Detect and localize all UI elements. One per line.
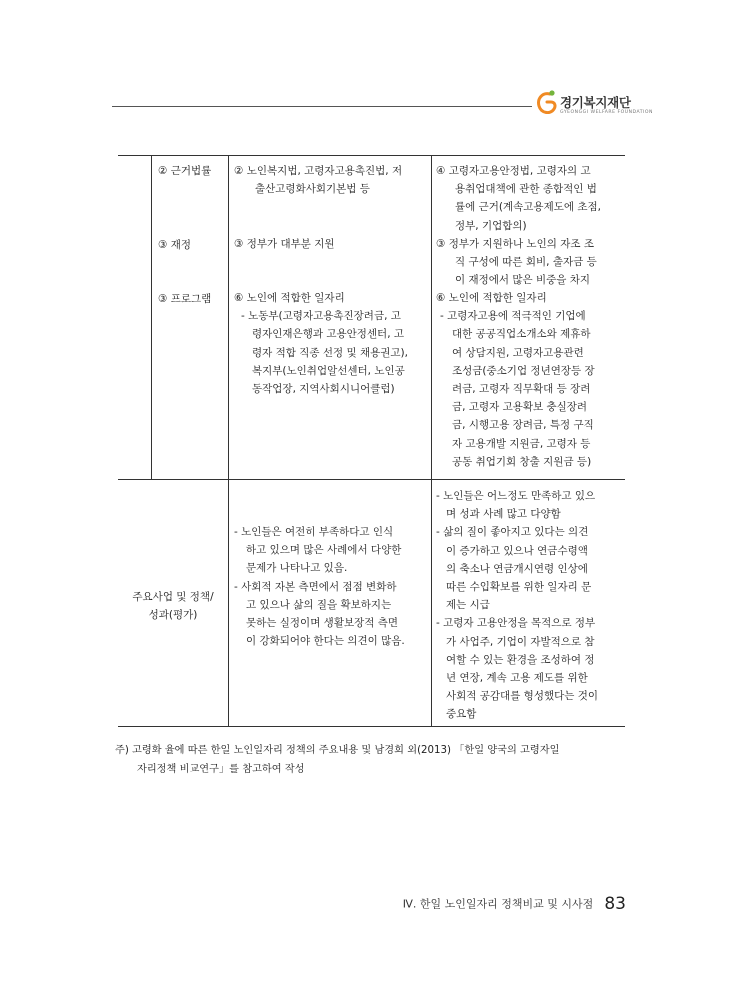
korea-policy-cell: - 노인들은 여전히 부족하다고 인식 하고 있으며 많은 사례에서 다양한 문제가 나타나고 있음. - 사회적 자본 측면에서 점점 변화하 고 있으나 삶의 질을 확보하지는 못하는 실정이며 생활보장적 측면 이 강화되어야 한다는 의견이 많음. [234,526,405,648]
logo-subtitle: GYEONGGI WELFARE FOUNDATION [560,110,653,115]
row-label-program: ③ 프로그램 [158,293,212,305]
row-label-basis: ② 근거법률 [158,165,212,177]
japan-basis-cell: ④ 고령자고용안정법, 고령자의 고 용취업대책에 관한 종합적인 법 률에 근거(계속고용제도에 초점, 정부, 기업합의) [436,165,601,232]
logo-mark-icon [536,88,558,118]
row-label-finance: ③ 재정 [158,239,192,251]
table-bottom-border [118,726,625,727]
row-label-policy: 주요사업 및 정책/ 성과(평가) [132,591,214,621]
japan-policy-cell: - 노인들은 어느정도 만족하고 있으 며 성과 사례 많고 다양함 - 삶의 질이 좋아지고 있다는 의견 이 증가하고 있으나 연금수령액 의 축소나 연금개시연령 인상에 따른 수입확보를 위한 일자리 문 제는 시급 - 고령자 고용안정을 목적으로 정부 가 사업주, 기업이 자발적으로 참 여할 수 있는 환경을 조성하여 정 년 연장, 계속 고용 제도를 위한 사회적 공감대를 형성했다는 것이 중요함 [436,490,599,721]
korea-program-cell: ⑥ 노인에 적합한 일자리 - 노동부(고령자고용촉진장려금, 고 령자인재은행과 고용안정센터, 고 령자 적합 직종 선정 및 채용권고), 복지부(노인취업알선센터, 노인공 동작업장, 지역사회시니어클럽) [234,292,408,396]
chapter-title: Ⅳ. 한일 노인일자리 정책비교 및 시사점 [402,897,594,911]
japan-finance-cell: ③ 정부가 지원하나 노인의 자조 조 직 구성에 따른 회비, 출자금 등 이 재정에서 많은 비중을 차지 [436,238,597,287]
table-column-divider [228,155,229,726]
page-footer [403,893,626,914]
korea-finance-cell: ③ 정부가 대부분 지원 [234,238,335,250]
source-note: 주) 고령화 율에 따른 한일 노인일자리 정책의 주요내용 및 남경희 외(2013) 「한일 양국의 고령자일 자리정책 비교연구」를 참고하여 작성 [115,745,560,775]
page-number: 83 [604,893,626,914]
foundation-logo [536,88,656,122]
logo-name: 경기복지재단 [560,95,631,110]
table-row-divider [118,479,625,480]
table-inner-divider [151,155,152,479]
comparison-table [118,155,625,727]
header-rule [112,106,532,107]
japan-program-cell: ⑥ 노인에 적합한 일자리 - 고령자고용에 적극적인 기업에 대한 공공직업소개소와 제휴하 여 상담지원, 고령자고용관련 조성금(중소기업 정년연장등 장 려금, 고령자 직무확대 등 장려 금, 고령자 고용확보 충실장려 금, 시행고용 장려금, 특정 구직 자 고용개발 지원금, 고령자 등 공동 취업기회 창출 지원금 등) [436,292,595,468]
table-column-divider [431,155,432,726]
table-top-border [118,155,625,156]
korea-basis-cell: ② 노인복지법, 고령자고용촉진법, 저 출산고령화사회기본법 등 [234,165,403,196]
